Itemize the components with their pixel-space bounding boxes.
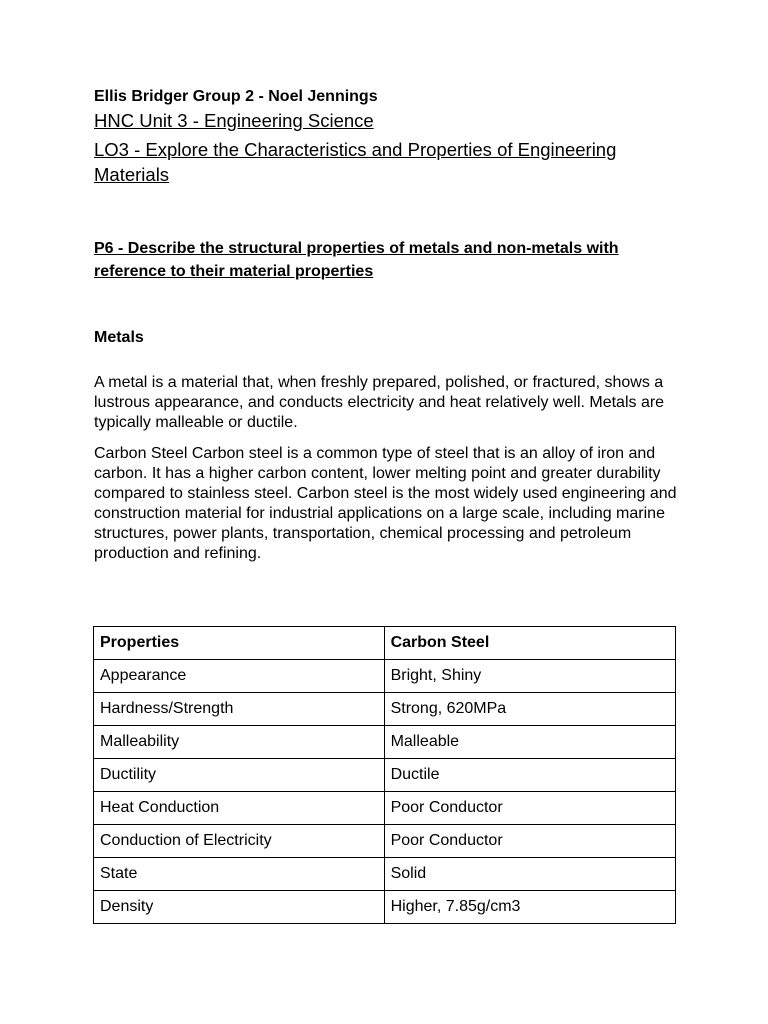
metals-paragraph-carbon-steel: Carbon Steel Carbon steel is a common type of steel that is an alloy of iron and carbon. It has a higher carbon content, lower melting point and greater durability compared to stainless steel. Carbon steel is the most widely used engineering and construction material for industrial applications on a large scale, including marine structures, power plants, transportation, chemical processing and petroleum production and refining. [94, 445, 677, 562]
table-cell: Ductile [384, 759, 675, 792]
author-line: Ellis Bridger Group 2 - Noel Jennings [94, 88, 378, 105]
table-row [94, 792, 676, 825]
table-cell: Malleability [94, 726, 385, 759]
task-heading: P6 - Describe the structural properties of metals and non-metals with reference to their material properties [94, 240, 619, 280]
unit-title: HNC Unit 3 - Engineering Science [94, 110, 374, 131]
table-row [94, 693, 676, 726]
table-row [94, 759, 676, 792]
table-header-row [94, 627, 676, 660]
table-cell: Bright, Shiny [384, 660, 675, 693]
table-row [94, 825, 676, 858]
table-cell: Poor Conductor [384, 792, 675, 825]
table-cell: Strong, 620MPa [384, 693, 675, 726]
table-row [94, 858, 676, 891]
metals-paragraph-definition: A metal is a material that, when freshly prepared, polished, or fractured, shows a lustrous appearance, and conducts electricity and heat relatively well. Metals are typically malleable or ductile. [94, 374, 665, 431]
table-row [94, 891, 676, 924]
table-cell: Malleable [384, 726, 675, 759]
table-cell: Conduction of Electricity [94, 825, 385, 858]
table-cell: Appearance [94, 660, 385, 693]
metals-heading: Metals [94, 329, 144, 346]
table-cell: Ductility [94, 759, 385, 792]
table-cell: Hardness/Strength [94, 693, 385, 726]
table-cell: Density [94, 891, 385, 924]
table-cell: Heat Conduction [94, 792, 385, 825]
table-cell: State [94, 858, 385, 891]
learning-outcome-title: LO3 - Explore the Characteristics and Properties of Engineering Materials [94, 139, 617, 185]
properties-table [93, 626, 676, 924]
table-row [94, 660, 676, 693]
table-header-cell: Carbon Steel [384, 627, 675, 660]
table-cell: Poor Conductor [384, 825, 675, 858]
table-cell: Higher, 7.85g/cm3 [384, 891, 675, 924]
table-row [94, 726, 676, 759]
table-cell: Solid [384, 858, 675, 891]
table-header-cell: Properties [94, 627, 385, 660]
